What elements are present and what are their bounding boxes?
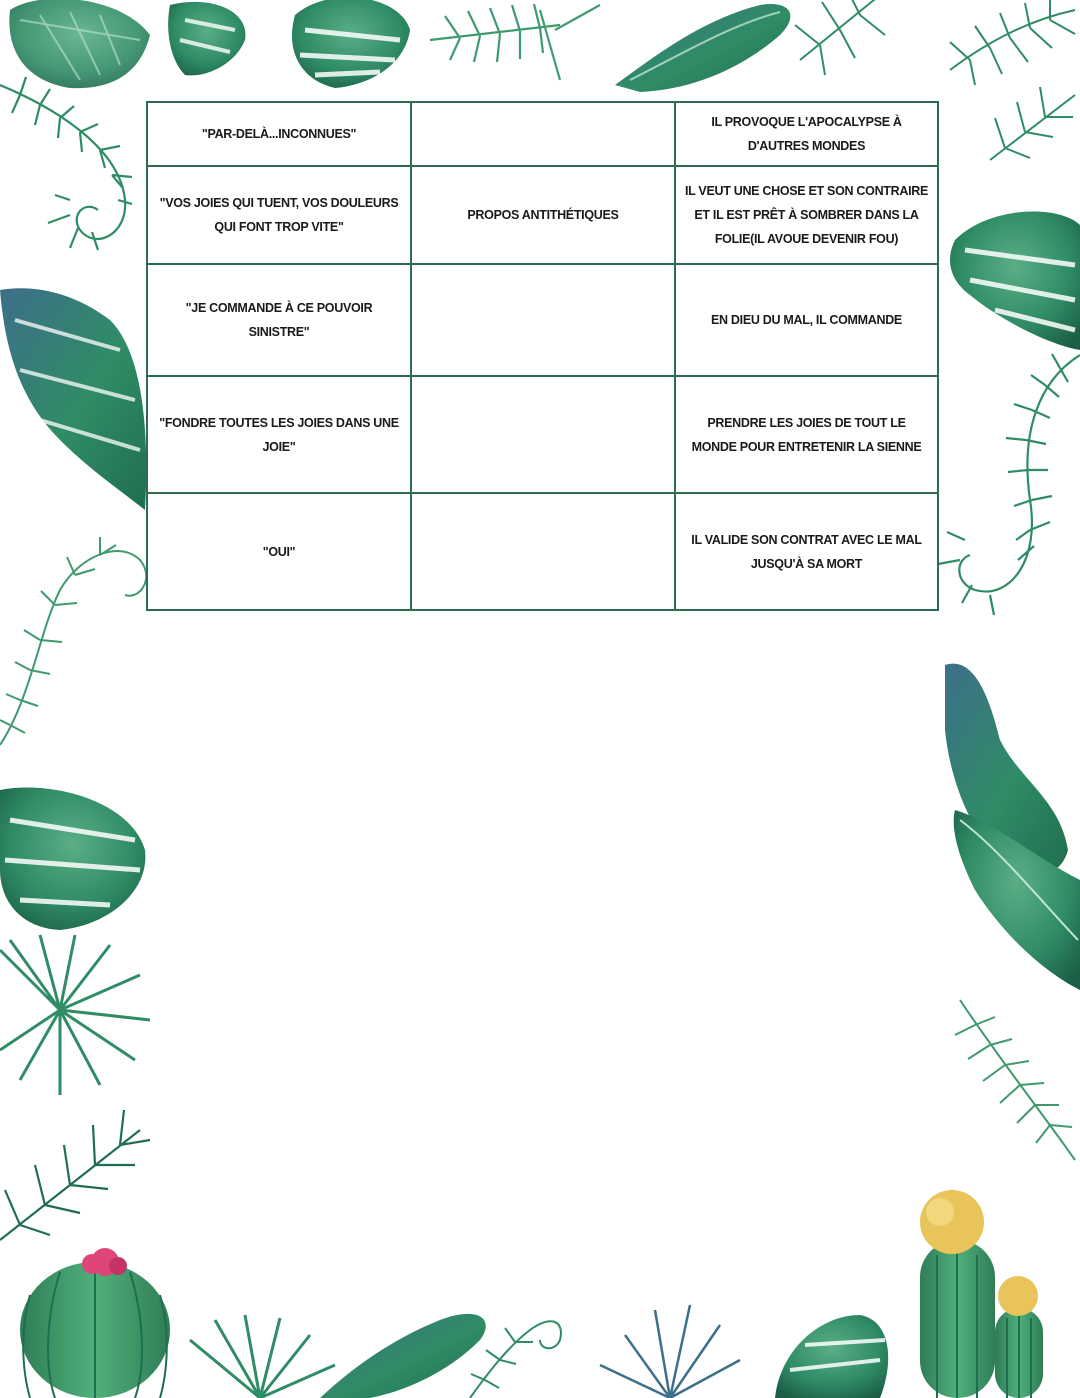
palm-leaf-icon (430, 4, 600, 80)
banana-leaf-icon (320, 1314, 486, 1398)
fern-frond-icon (470, 1321, 561, 1398)
quote-cell: "OUI" (147, 493, 411, 610)
figure-cell: PROPOS ANTITHÉTIQUES (411, 166, 675, 264)
analysis-table (146, 101, 939, 611)
quote-cell: "JE COMMANDE À CE POUVOIR SINISTRE" (147, 264, 411, 376)
palm-leaf-icon (955, 1000, 1075, 1160)
figure-cell (411, 264, 675, 376)
analysis-cell: EN DIEU DU MAL, IL COMMANDE (675, 264, 938, 376)
analysis-cell: IL VALIDE SON CONTRAT AVEC LE MAL JUSQU'À SA MORT (675, 493, 938, 610)
monstera-leaf-icon (0, 288, 146, 510)
quote-cell: "FONDRE TOUTES LES JOIES DANS UNE JOIE" (147, 376, 411, 493)
monstera-leaf-icon (168, 2, 245, 76)
quote-cell: "VOS JOIES QUI TUENT, VOS DOULEURS QUI FONT TROP VITE" (147, 166, 411, 264)
table-row (147, 493, 938, 610)
analysis-cell: PRENDRE LES JOIES DE TOUT LE MONDE POUR ENTRETENIR LA SIENNE (675, 376, 938, 493)
cactus-icon (920, 1190, 1043, 1398)
fern-frond-icon (938, 354, 1080, 615)
analysis-cell: IL VEUT UNE CHOSE ET SON CONTRAIRE ET IL EST PRÊT À SOMBRER DANS LA FOLIE(IL AVOUE DEVENIR FOU) (675, 166, 938, 264)
table-row (147, 166, 938, 264)
palm-leaf-icon (0, 935, 150, 1095)
monstera-leaf-icon (0, 788, 145, 931)
heart-leaf-icon (9, 0, 150, 88)
monstera-leaf-icon (292, 0, 410, 88)
palm-leaf-icon (600, 1305, 740, 1398)
analysis-cell: IL PROVOQUE L'APOCALYPSE À D'AUTRES MONDES (675, 102, 938, 166)
table-row (147, 102, 938, 166)
figure-cell (411, 493, 675, 610)
table-row (147, 376, 938, 493)
figure-cell (411, 376, 675, 493)
monstera-leaf-icon (775, 1315, 888, 1398)
palm-leaf-icon (190, 1315, 335, 1398)
palm-leaf-icon (0, 1110, 150, 1240)
banana-leaf-icon (615, 4, 790, 92)
banana-leaf-icon (945, 664, 1080, 990)
fern-frond-icon (0, 537, 146, 745)
table-row (147, 264, 938, 376)
monstera-leaf-icon (950, 211, 1080, 350)
figure-cell (411, 102, 675, 166)
fern-frond-icon (0, 77, 132, 250)
cactus-icon (20, 1248, 170, 1398)
quote-cell: "PAR-DELÀ...INCONNUES" (147, 102, 411, 166)
